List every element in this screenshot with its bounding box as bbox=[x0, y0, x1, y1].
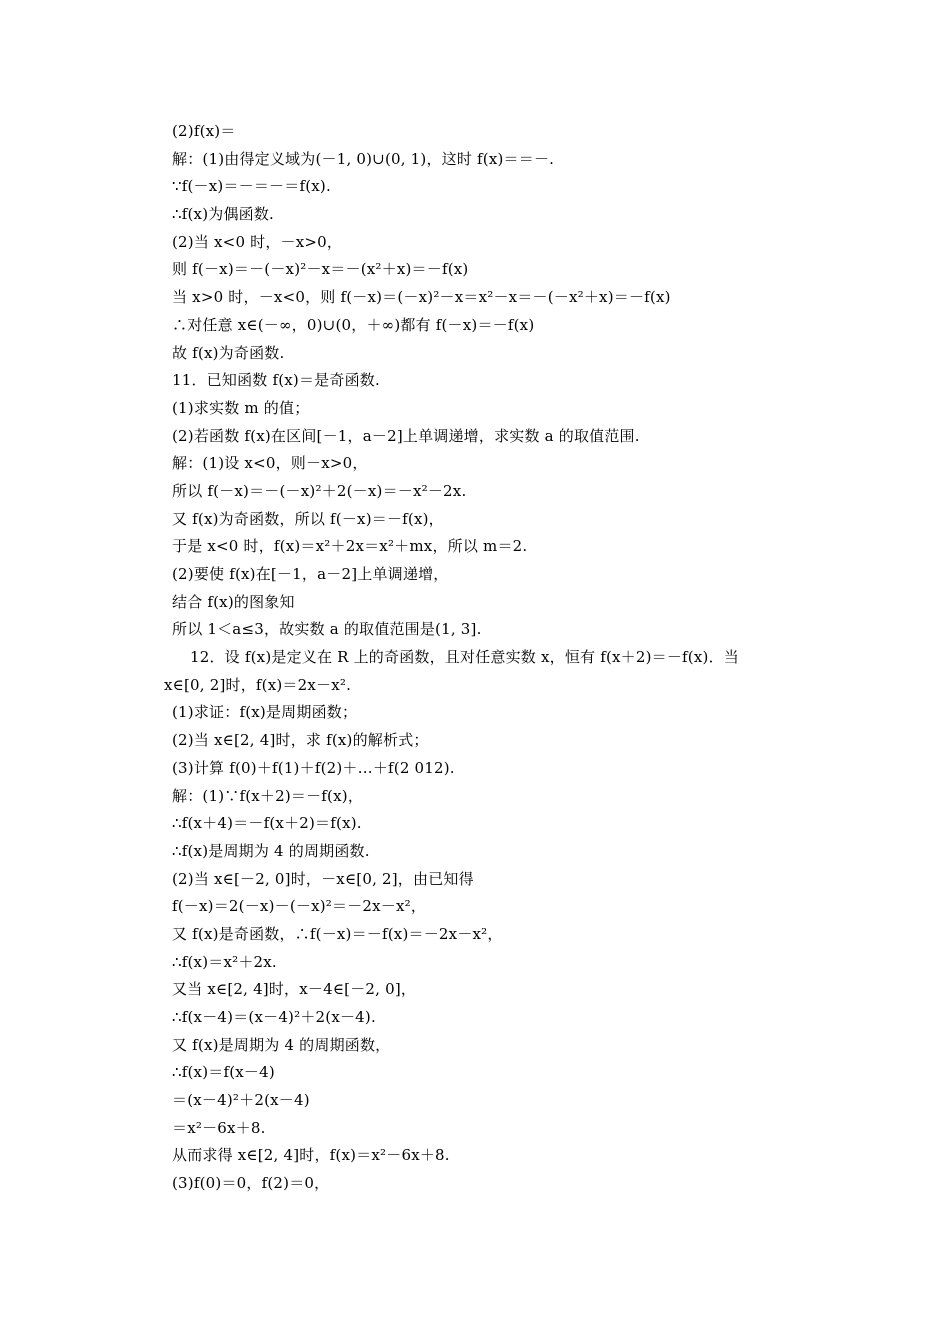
text-line: ∴f(x)是周期为 4 的周期函数. bbox=[172, 841, 370, 860]
text-line: (3)计算 f(0)＋f(1)＋f(2)＋…＋f(2 012). bbox=[172, 758, 455, 777]
text-line: (2)f(x)＝ bbox=[172, 122, 236, 140]
text-line: 则 f(－x)＝－(－x)²－x＝－(x²＋x)＝－f(x) bbox=[172, 260, 469, 279]
text-line: 又当 x∈[2, 4]时，x－4∈[－2, 0]， bbox=[172, 980, 417, 999]
text-line: (2)当 x∈[－2, 0]时，－x∈[0, 2]，由已知得 bbox=[172, 869, 474, 888]
text-line: (2)当 x<0 时，－x>0， bbox=[172, 232, 343, 251]
text-line: ∴对任意 x∈(－∞，0)∪(0，＋∞)都有 f(－x)＝－f(x) bbox=[172, 315, 535, 334]
text-line: f(－x)＝2(－x)－(－x)²＝－2x－x²， bbox=[172, 897, 427, 916]
text-line: (3)f(0)＝0，f(2)＝0， bbox=[172, 1174, 330, 1193]
text-line: (1)求实数 m 的值； bbox=[172, 398, 310, 417]
text-line: 所以 f(－x)＝－(－x)²＋2(－x)＝－x²－2x. bbox=[172, 481, 467, 500]
text-line: 故 f(x)为奇函数. bbox=[172, 343, 285, 362]
text-line: (2)要使 f(x)在[－1，a－2]上单调递增， bbox=[172, 565, 449, 583]
text-line: (1)求证：f(x)是周期函数； bbox=[172, 703, 358, 722]
text-line: ∴f(x－4)＝(x－4)²＋2(x－4). bbox=[172, 1008, 376, 1026]
problem-11-statement: 11．已知函数 f(x)＝是奇函数. bbox=[172, 371, 380, 390]
problem-12-statement: 12．设 f(x)是定义在 R 上的奇函数，且对任意实数 x，恒有 f(x＋2)＝－f(x)．当 bbox=[190, 648, 739, 667]
text-line: 解：(1)∵f(x＋2)＝－f(x)， bbox=[172, 786, 364, 805]
text-line: 从而求得 x∈[2, 4]时，f(x)＝x²－6x＋8. bbox=[172, 1146, 450, 1165]
text-line: ∵f(－x)＝－＝－＝f(x). bbox=[172, 177, 331, 196]
text-line: 结合 f(x)的图象知 bbox=[172, 592, 295, 611]
text-line: 解：(1)设 x<0，则－x>0， bbox=[172, 454, 368, 473]
text-line: ＝(x－4)²＋2(x－4) bbox=[172, 1091, 310, 1110]
problem-12-statement-continued: x∈[0, 2]时，f(x)＝2x－x². bbox=[164, 675, 352, 694]
text-line: ∴f(x＋4)＝－f(x＋2)＝f(x). bbox=[172, 814, 362, 833]
text-line: ＝x²－6x＋8. bbox=[172, 1118, 266, 1137]
text-line: ∴f(x)＝f(x－4) bbox=[172, 1063, 275, 1082]
text-line: (2)当 x∈[2, 4]时，求 f(x)的解析式； bbox=[172, 731, 429, 750]
text-line: (2)若函数 f(x)在区间[－1，a－2]上单调递增，求实数 a 的取值范围. bbox=[172, 426, 640, 445]
text-line: 所以 1＜a≤3，故实数 a 的取值范围是(1, 3]. bbox=[172, 620, 482, 639]
text-line: 又 f(x)为奇函数，所以 f(－x)＝－f(x)， bbox=[172, 509, 444, 528]
text-line: 于是 x<0 时，f(x)＝x²＋2x＝x²＋mx，所以 m＝2. bbox=[172, 537, 528, 556]
text-line: ∴f(x)＝x²＋2x. bbox=[172, 952, 277, 971]
text-line: ∴f(x)为偶函数. bbox=[172, 205, 275, 224]
text-line: 解：(1)由得定义域为(－1, 0)∪(0, 1)，这时 f(x)＝＝－. bbox=[172, 149, 555, 168]
document-body bbox=[164, 118, 812, 1198]
text-line: 当 x>0 时，－x<0，则 f(－x)＝(－x)²－x＝x²－x＝－(－x²＋x)＝－f(x) bbox=[172, 288, 671, 307]
text-line: 又 f(x)是奇函数，∴f(－x)＝－f(x)＝－2x－x²， bbox=[172, 924, 503, 943]
text-line: 又 f(x)是周期为 4 的周期函数， bbox=[172, 1035, 391, 1054]
